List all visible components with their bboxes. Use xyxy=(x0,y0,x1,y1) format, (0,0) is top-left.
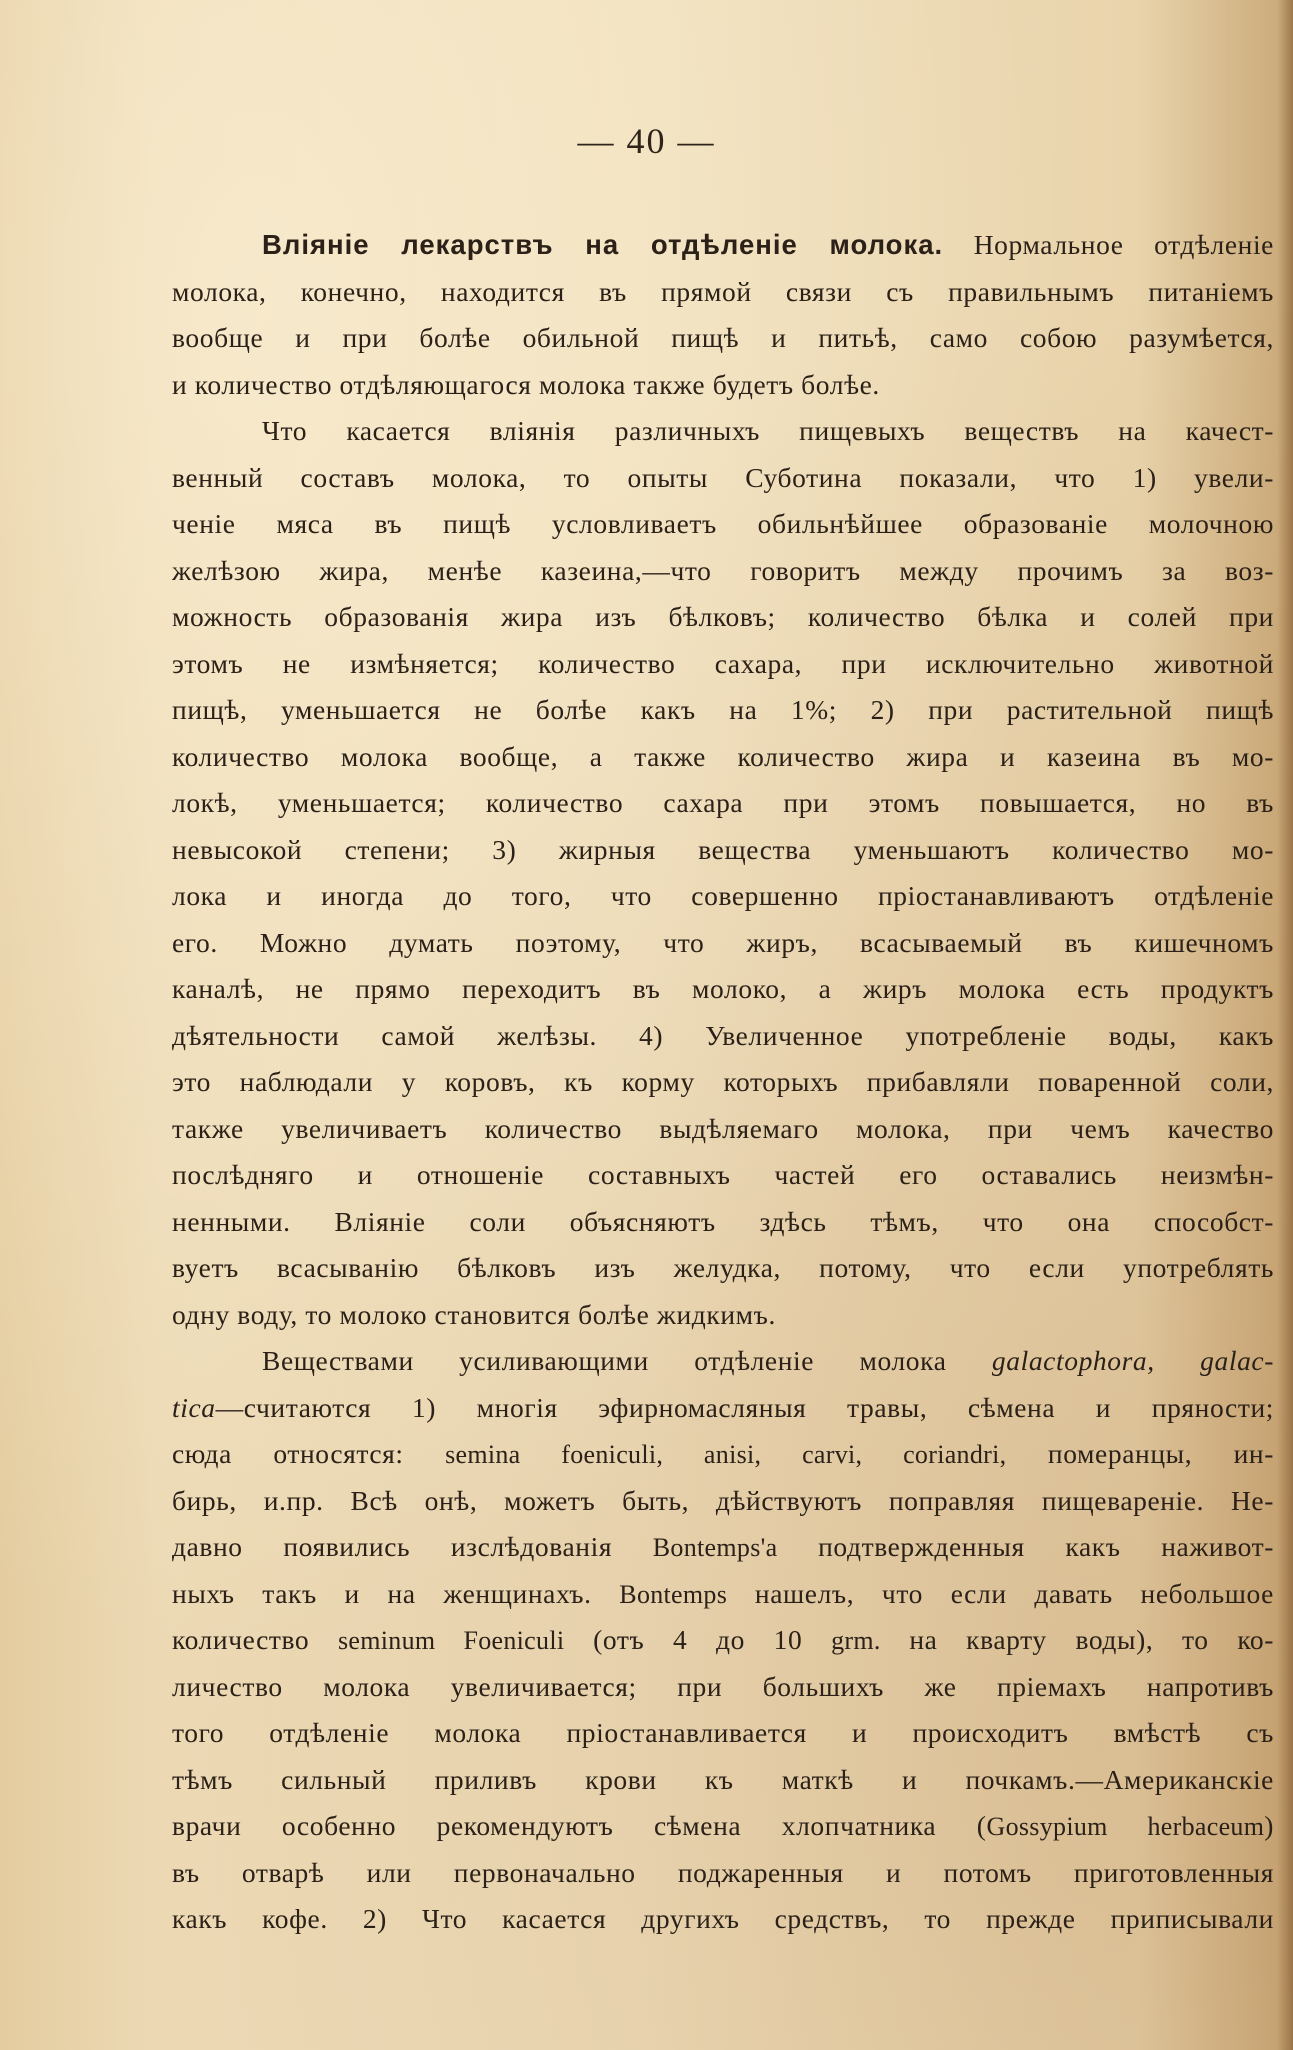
latin-term: Gossypium herbaceum xyxy=(986,1812,1265,1841)
page-number: — 40 — xyxy=(577,121,716,161)
paragraph-2-line-10: невысокой степени; 3) жирныя вещества уменьшаютъ количество мо- xyxy=(172,833,1274,865)
paragraph-2-line-2: венный составъ молока, то опыты Суботина показали, что 1) увели- xyxy=(172,461,1274,493)
paragraph-3-line-13: какъ кофе. 2) Что касается другихъ средствъ, то прежде приписывали xyxy=(172,1903,1274,1934)
paragraph-3-line-9: того отдѣленіе молока пріостанавливается и происходитъ вмѣстѣ съ xyxy=(172,1717,1274,1748)
paragraph-2-line-20: одну воду, то молоко становится болѣе жидкимъ. xyxy=(172,1298,776,1330)
paragraph-3-line-7: количество seminum Foeniculi (отъ 4 до 10 grm. на кварту воды), то ко- xyxy=(172,1624,1274,1655)
paragraph-2-line-1: Что касается вліянія различныхъ пищевыхъ веществъ на качест- xyxy=(262,415,1274,446)
paragraph-2-line-16: также увеличиваетъ количество выдѣляемаго молока, при чемъ качество xyxy=(172,1112,1274,1144)
section-heading: Вліяніе лекарствъ на отдѣленіе молока. xyxy=(262,229,944,260)
paragraph-2-line-18: ненными. Вліяніе соли объясняютъ здѣсь тѣмъ, что она способст- xyxy=(172,1205,1274,1237)
latin-term: Bontemps xyxy=(619,1579,728,1609)
paragraph-2-line-14: дѣятельности самой желѣзы. 4) Увеличенное употребленіе воды, какъ xyxy=(172,1019,1274,1051)
paragraph-1-line-3: вообще и при болѣе обильной пищѣ и питьѣ, само собою разумѣется, xyxy=(172,322,1274,353)
paragraph-2-line-12: его. Можно думать поэтому, что жиръ, всасываемый въ кишечномъ xyxy=(172,926,1274,958)
page-edge-shadow xyxy=(1277,0,1293,2050)
paragraph-2-line-13: каналѣ, не прямо переходитъ въ молоко, а жиръ молока есть продуктъ xyxy=(172,973,1274,1004)
paragraph-2-line-15: это наблюдали у коровъ, къ корму которыхъ прибавляли поваренной соли, xyxy=(172,1066,1274,1097)
paragraph-3-line-8: личество молока увеличивается; при большихъ же пріемахъ напротивъ xyxy=(172,1670,1274,1702)
latin-term: semina foeniculi, anisi, carvi, coriandri, xyxy=(445,1440,1007,1469)
paragraph-2-line-3: ченіе мяса въ пищѣ условливаетъ обильнѣйшее образованіе молочною xyxy=(172,508,1274,539)
paragraph-2-line-9: локѣ, уменьшается; количество сахара при этомъ повышается, но въ xyxy=(172,787,1274,818)
paragraph-3-line-5: давно появились изслѣдованія Bontemps'а подтвержденныя какъ наживот- xyxy=(172,1531,1274,1562)
paragraph-1-line-4: и количество отдѣляющагося молока также будетъ болѣе. xyxy=(172,368,880,400)
paragraph-2-line-7: пищѣ, уменьшается не болѣе какъ на 1%; 2) при растительной пищѣ xyxy=(172,694,1274,725)
paragraph-2-line-5: можность образованія жира изъ бѣлковъ; количество бѣлка и солей при xyxy=(172,601,1274,632)
paragraph-2-line-11: лока и иногда до того, что совершенно пріостанавливаютъ отдѣленіе xyxy=(172,880,1274,911)
paragraph-2-line-6: этомъ не измѣняется; количество сахара, при исключительно животной xyxy=(172,647,1274,679)
paragraph-1-line-1: Вліяніе лекарствъ на отдѣленіе молока. Нормальное отдѣленіе xyxy=(262,229,1274,260)
paragraph-3-line-10: тѣмъ сильный приливъ крови къ маткѣ и почкамъ.—Американскіе xyxy=(172,1763,1274,1795)
paragraph-3-line-1: Веществами усиливающими отдѣленіе молока galactophora, galac- xyxy=(262,1345,1274,1376)
latin-term: galactophora, galac- xyxy=(991,1345,1274,1376)
paragraph-2-line-19: вуетъ всасыванію бѣлковъ изъ желудка, потому, что если употреблять xyxy=(172,1252,1274,1283)
paragraph-3-line-6: ныхъ такъ и на женщинахъ. Bontemps нашелъ, что если давать небольшое xyxy=(172,1577,1274,1609)
paragraph-3-line-12: въ отварѣ или первоначально поджаренныя и потомъ приготовленныя xyxy=(172,1856,1274,1888)
latin-term: seminum Foeniculi xyxy=(338,1626,565,1655)
unit-term: grm. xyxy=(831,1626,881,1655)
paragraph-3-line-4: бирь, и.пр. Всѣ онѣ, можетъ быть, дѣйствуютъ поправляя пищевареніе. Не- xyxy=(172,1484,1274,1516)
paragraph-3-line-2: tica—считаются 1) многія эфирномасляныя травы, сѣмена и пряности; xyxy=(172,1391,1274,1423)
body-text xyxy=(172,222,1274,1943)
paragraph-3-line-3: сюда относятся: semina foeniculi, anisi, carvi, coriandri, померанцы, ин- xyxy=(172,1438,1274,1469)
latin-term: Bontemps'а xyxy=(652,1533,778,1562)
paragraph-2-line-17: послѣдняго и отношеніе составныхъ частей его оставались неизмѣн- xyxy=(172,1159,1274,1190)
paragraph-1-line-2: молока, конечно, находится въ прямой связи съ правильнымъ питаніемъ xyxy=(172,275,1274,307)
paragraph-2-line-8: количество молока вообще, а также количество жира и казеина въ мо- xyxy=(172,740,1274,772)
paragraph-2-line-4: желѣзою жира, менѣе казеина,—что говоритъ между прочимъ за воз- xyxy=(172,554,1274,586)
latin-term: tica xyxy=(172,1391,216,1423)
paragraph-3-line-11: врачи особенно рекомендуютъ сѣмена хлопчатника (Gossypium herbaceum) xyxy=(172,1810,1275,1841)
